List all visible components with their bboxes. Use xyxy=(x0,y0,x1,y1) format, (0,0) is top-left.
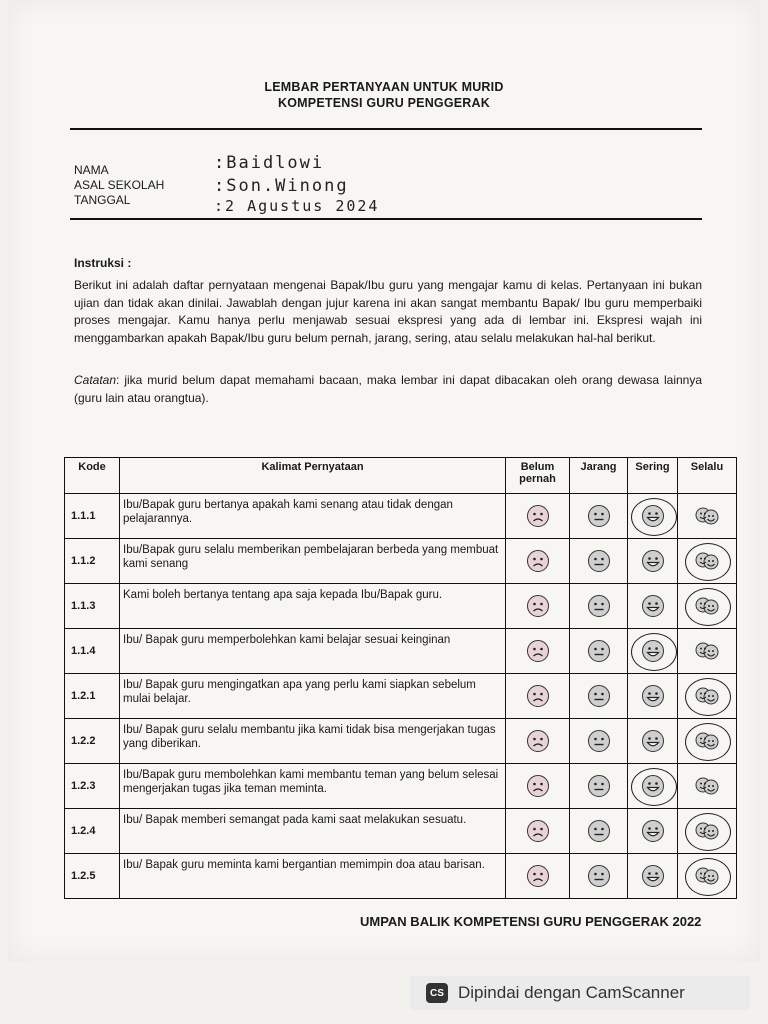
laughing-faces-icon xyxy=(694,870,720,882)
instructions-heading: Instruksi : xyxy=(74,256,132,270)
laughing-faces-icon xyxy=(694,825,720,837)
answer-rarely[interactable] xyxy=(570,539,628,584)
row-code: 1.1.2 xyxy=(65,539,120,584)
answer-never[interactable] xyxy=(506,854,570,899)
table-row xyxy=(65,719,737,764)
header-always: Selalu xyxy=(678,458,737,494)
answer-always-selected[interactable] xyxy=(678,674,737,719)
row-code: 1.2.4 xyxy=(65,809,120,854)
answer-often[interactable] xyxy=(628,809,678,854)
table-row xyxy=(65,764,737,809)
answer-always[interactable] xyxy=(678,494,737,539)
answer-always-selected[interactable] xyxy=(678,584,737,629)
row-statement: Kami boleh bertanya tentang apa saja kepada Ibu/Bapak guru. xyxy=(120,584,506,629)
smiling-face-icon xyxy=(641,510,665,522)
school-value: :Son.Winong xyxy=(214,176,349,196)
camscanner-badge xyxy=(410,976,750,1010)
neutral-face-icon xyxy=(587,600,611,612)
answer-always[interactable] xyxy=(678,629,737,674)
neutral-face-icon xyxy=(587,645,611,657)
answer-always-selected[interactable] xyxy=(678,809,737,854)
table-row xyxy=(65,584,737,629)
header-never: Belum pernah xyxy=(506,458,570,494)
table-row xyxy=(65,854,737,899)
instructions-body: Berikut ini adalah daftar pernyataan mengenai Bapak/Ibu guru yang mengajar kamu di kelas. Pertanyaan ini bukan ujian dan tidak akan dinilai. Jawablah dengan jujur karena ini akan sangat membantu Bapak/ Ibu guru memperbaiki proses mengajar. Kamu hanya perlu menjawab sesuai ekspresi yang ada di lembar ini. Ekspresi wajah ini menggambarkan apakah Bapak/Ibu guru belum pernah, jarang, sering, atau selalu melakukan hal-hal berikut. xyxy=(74,278,702,345)
row-statement: Ibu/ Bapak memberi semangat pada kami saat melakukan sesuatu. xyxy=(120,809,506,854)
table-header-row xyxy=(65,458,737,494)
row-code: 1.2.2 xyxy=(65,719,120,764)
answer-always-selected[interactable] xyxy=(678,539,737,584)
sad-face-icon xyxy=(526,735,550,747)
sad-face-icon xyxy=(526,600,550,612)
answer-never[interactable] xyxy=(506,584,570,629)
answer-always-selected[interactable] xyxy=(678,719,737,764)
row-statement: Ibu/ Bapak guru memperbolehkan kami belajar sesuai keinginan xyxy=(120,629,506,674)
answer-rarely[interactable] xyxy=(570,854,628,899)
smiling-face-icon xyxy=(641,645,665,657)
laughing-faces-icon xyxy=(694,735,720,747)
name-label: NAMA xyxy=(74,163,109,177)
note-label: Catatan xyxy=(74,373,117,387)
answer-always-selected[interactable] xyxy=(678,854,737,899)
sad-face-icon xyxy=(526,825,550,837)
answer-always[interactable] xyxy=(678,764,737,809)
questionnaire-table xyxy=(64,457,737,899)
row-code: 1.2.5 xyxy=(65,854,120,899)
row-statement: Ibu/ Bapak guru meminta kami bergantian memimpin doa atau barisan. xyxy=(120,854,506,899)
smiling-face-icon xyxy=(641,735,665,747)
name-value: :Baidlowi xyxy=(214,153,325,173)
neutral-face-icon xyxy=(587,735,611,747)
answer-rarely[interactable] xyxy=(570,629,628,674)
answer-never[interactable] xyxy=(506,494,570,539)
laughing-faces-icon xyxy=(694,690,720,702)
neutral-face-icon xyxy=(587,870,611,882)
sad-face-icon xyxy=(526,870,550,882)
answer-often-selected[interactable] xyxy=(628,764,678,809)
page-title-line-2: KOMPETENSI GURU PENGGERAK xyxy=(278,96,490,110)
smiling-face-icon xyxy=(641,555,665,567)
table-row xyxy=(65,539,737,584)
laughing-faces-icon xyxy=(694,600,720,612)
footer-title: UMPAN BALIK KOMPETENSI GURU PENGGERAK 2022 xyxy=(360,914,702,929)
row-code: 1.1.3 xyxy=(65,584,120,629)
sad-face-icon xyxy=(526,510,550,522)
camscanner-text: Dipindai dengan CamScanner xyxy=(458,983,685,1002)
top-divider xyxy=(70,128,702,130)
header-statement: Kalimat Pernyataan xyxy=(120,458,506,494)
laughing-faces-icon xyxy=(694,555,720,567)
answer-often[interactable] xyxy=(628,539,678,584)
note-body: : jika murid belum dapat memahami bacaan, maka lembar ini dapat dibacakan oleh orang dewasa lainnya (guru lain atau orangtua). xyxy=(74,373,702,405)
row-code: 1.2.3 xyxy=(65,764,120,809)
laughing-faces-icon xyxy=(694,780,720,792)
smiling-face-icon xyxy=(641,600,665,612)
row-code: 1.1.4 xyxy=(65,629,120,674)
answer-never[interactable] xyxy=(506,539,570,584)
header-rarely: Jarang xyxy=(570,458,628,494)
row-statement: Ibu/ Bapak guru selalu membantu jika kami tidak bisa mengerjakan tugas yang diberikan. xyxy=(120,719,506,764)
header-code: Kode xyxy=(65,458,120,494)
header-often: Sering xyxy=(628,458,678,494)
row-code: 1.1.1 xyxy=(65,494,120,539)
answer-never[interactable] xyxy=(506,674,570,719)
bottom-divider xyxy=(70,218,702,220)
answer-rarely[interactable] xyxy=(570,584,628,629)
table-row xyxy=(65,674,737,719)
answer-rarely[interactable] xyxy=(570,674,628,719)
sad-face-icon xyxy=(526,555,550,567)
smiling-face-icon xyxy=(641,825,665,837)
smiling-face-icon xyxy=(641,780,665,792)
table-row xyxy=(65,809,737,854)
neutral-face-icon xyxy=(587,510,611,522)
sad-face-icon xyxy=(526,780,550,792)
answer-rarely[interactable] xyxy=(570,494,628,539)
answer-often-selected[interactable] xyxy=(628,629,678,674)
answer-rarely[interactable] xyxy=(570,764,628,809)
camscanner-logo-icon: CS xyxy=(426,983,448,1003)
laughing-faces-icon xyxy=(694,510,720,522)
page-title-line-1: LEMBAR PERTANYAAN UNTUK MURID xyxy=(264,80,504,94)
instructions-note xyxy=(74,372,702,407)
table-row xyxy=(65,494,737,539)
row-statement: Ibu/Bapak guru bertanya apakah kami senang atau tidak dengan pelajarannya. xyxy=(120,494,506,539)
answer-often-selected[interactable] xyxy=(628,494,678,539)
answer-never[interactable] xyxy=(506,629,570,674)
answer-rarely[interactable] xyxy=(570,719,628,764)
answer-often[interactable] xyxy=(628,854,678,899)
answer-never[interactable] xyxy=(506,809,570,854)
sad-face-icon xyxy=(526,690,550,702)
school-label: ASAL SEKOLAH xyxy=(74,178,165,192)
answer-rarely[interactable] xyxy=(570,809,628,854)
row-statement: Ibu/ Bapak guru mengingatkan apa yang perlu kami siapkan sebelum mulai belajar. xyxy=(120,674,506,719)
date-label: TANGGAL xyxy=(74,193,131,207)
answer-never[interactable] xyxy=(506,764,570,809)
answer-often[interactable] xyxy=(628,584,678,629)
sad-face-icon xyxy=(526,645,550,657)
table-row xyxy=(65,629,737,674)
row-statement: Ibu/Bapak guru membolehkan kami membantu teman yang belum selesai mengerjakan tugas jika teman meminta. xyxy=(120,764,506,809)
smiling-face-icon xyxy=(641,870,665,882)
neutral-face-icon xyxy=(587,780,611,792)
row-code: 1.2.1 xyxy=(65,674,120,719)
row-statement: Ibu/Bapak guru selalu memberikan pembelajaran berbeda yang membuat kami senang xyxy=(120,539,506,584)
date-value: :2 Agustus 2024 xyxy=(214,197,380,215)
answer-never[interactable] xyxy=(506,719,570,764)
neutral-face-icon xyxy=(587,690,611,702)
answer-often[interactable] xyxy=(628,674,678,719)
neutral-face-icon xyxy=(587,555,611,567)
smiling-face-icon xyxy=(641,690,665,702)
neutral-face-icon xyxy=(587,825,611,837)
answer-often[interactable] xyxy=(628,719,678,764)
laughing-faces-icon xyxy=(694,645,720,657)
